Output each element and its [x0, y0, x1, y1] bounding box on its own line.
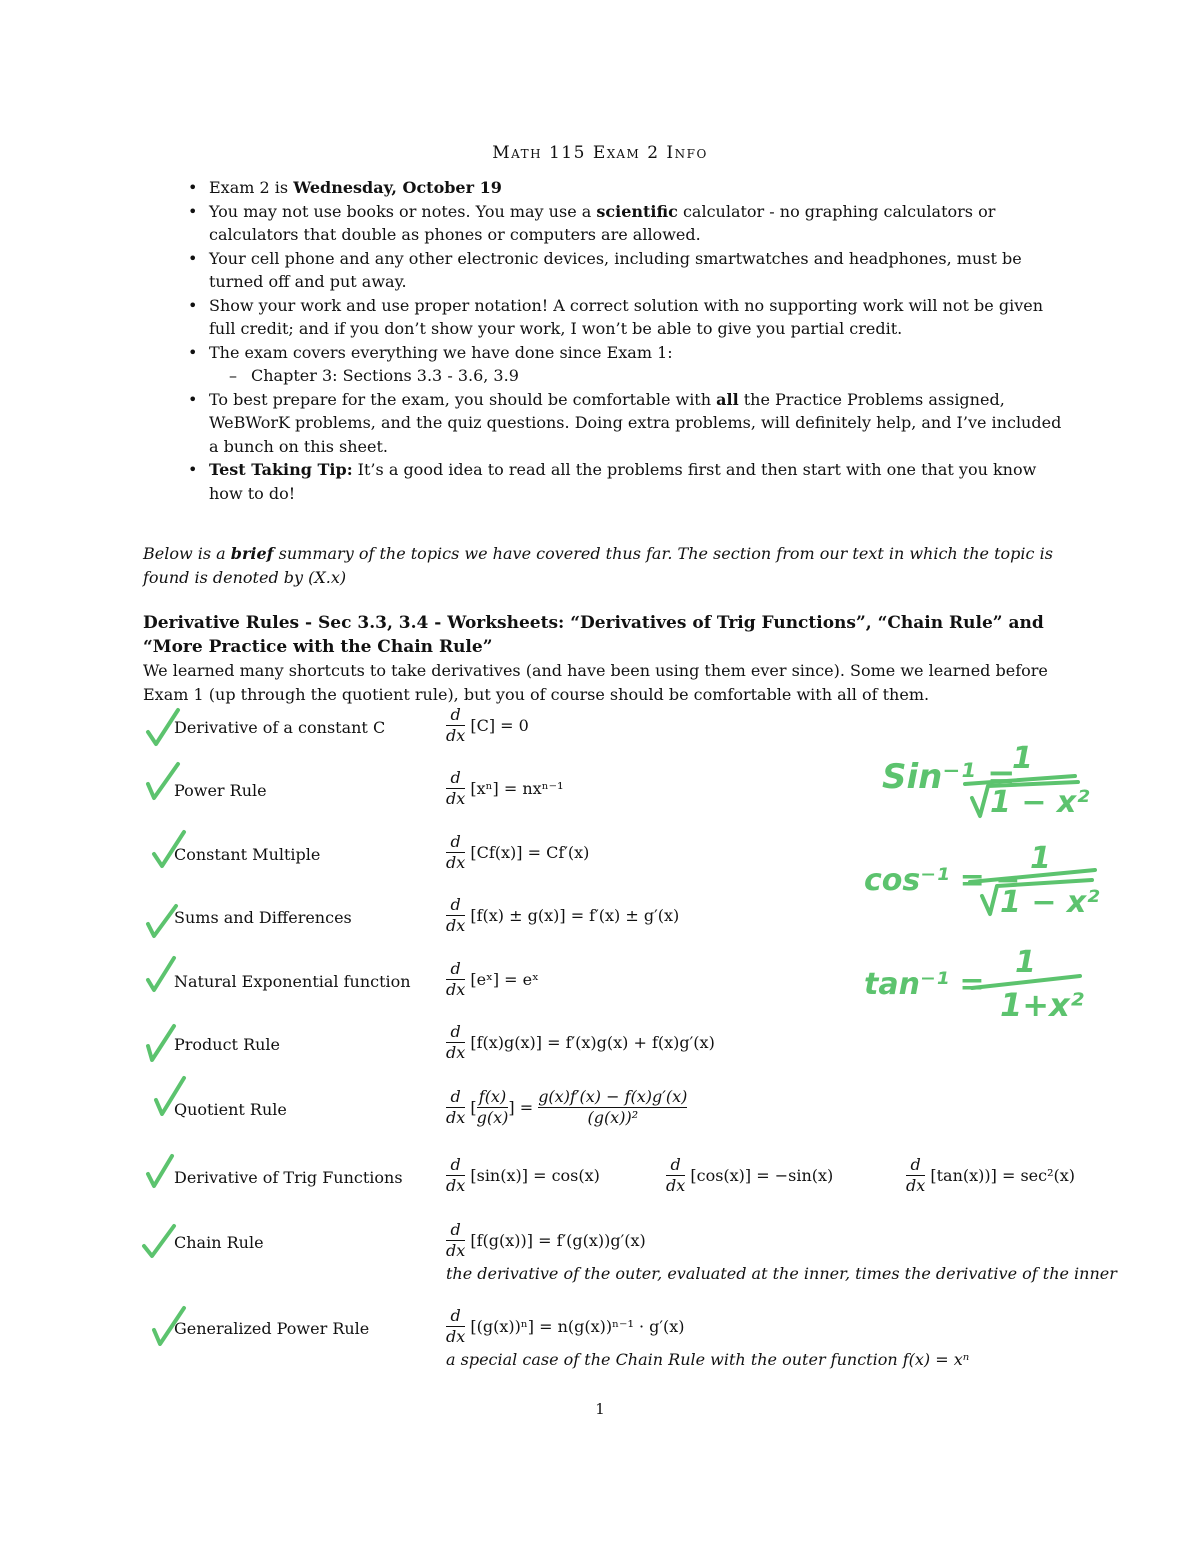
rule-name-power: Power Rule [174, 781, 267, 800]
quotient-inner: $\frac{f(x)}{g(x)}$ [476, 1087, 509, 1127]
d-dx: $\frac{d}{dx}$ [446, 1306, 466, 1346]
section-paragraph: We learned many shortcuts to take derivatives (and have been using them ever since). Some we learned before Exam 1 (up through the quotient rule), but you of course should be comfortable with all of them. [143, 661, 1048, 704]
generalized-power-note: a special case of the Chain Rule with the outer function f(x) = xⁿ [446, 1350, 970, 1369]
d-dx: $\frac{d}{dx}$ [446, 705, 466, 745]
hw-sin-lhs: Sin⁻¹ = [882, 757, 1016, 797]
sub-list-item: – Chapter 3: Sections 3.3 - 3.6, 3.9 [229, 364, 1063, 388]
rule-name-sums: Sums and Differences [174, 908, 352, 927]
page-number: 1 [595, 1400, 605, 1418]
formula-natural-exp: $\frac{d}{dx}$ [eˣ] = eˣ [446, 959, 539, 999]
formula-constant-multiple: $\frac{d}{dx}$ [Cf(x)] = Cf′(x) [446, 832, 590, 872]
formula-power: $\frac{d}{dx}$ [xⁿ] = nxⁿ⁻¹ [446, 768, 564, 808]
rule-name-product: Product Rule [174, 1035, 281, 1054]
formula-sums: $\frac{d}{dx}$ [f(x) ± g(x)] = f′(x) ± g′(x) [446, 895, 680, 935]
list-item: • Your cell phone and any other electronic devices, including smartwatches and headphones, must be turned off and put away. [188, 247, 1063, 294]
formula-quotient: $\frac{d}{dx}$ [ $\frac{f(x)}{g(x)}$ ] = $\frac{g(x)f'(x) - f(x)g'(x)}{\text{(g(x))²}}$ [446, 1087, 688, 1127]
rule-name-constant-multiple: Constant Multiple [174, 845, 321, 864]
section-heading: Derivative Rules - Sec 3.3, 3.4 - Worksheets: “Derivatives of Trig Functions”, “Chain Rule” and “More Practice with the Chain Rule” [143, 613, 1044, 657]
rule-name-trig: Derivative of Trig Functions [174, 1168, 403, 1187]
list-item: • To best prepare for the exam, you should be comfortable with all the Practice Problems assigned, WeBWorK problems, and the quiz questions. Doing extra problems, will definitely help, and I’ve included a bunch on this sheet. [188, 388, 1063, 459]
d-dx: $\frac{d}{dx}$ [446, 1220, 466, 1260]
hw-cos-den: 1 − x² [1000, 885, 1100, 920]
d-dx: $\frac{d}{dx}$ [446, 1087, 466, 1127]
d-dx: $\frac{d}{dx}$ [446, 768, 466, 808]
hw-cos-lhs: cos⁻¹ = − [864, 863, 1021, 898]
formula-trig-tan: $\frac{d}{dx}$ [tan(x))] = sec²(x) [906, 1155, 1076, 1195]
list-item: • Exam 2 is Wednesday, October 19 [188, 176, 1063, 200]
list-item: • The exam covers everything we have done since Exam 1: – Chapter 3: Sections 3.3 - 3.6, 3.9 [188, 341, 1063, 388]
chain-rule-note: the derivative of the outer, evaluated at the inner, times the derivative of the inner [446, 1264, 1117, 1283]
formula-generalized-power: $\frac{d}{dx}$ [(g(x))ⁿ] = n(g(x))ⁿ⁻¹ · g′(x) [446, 1306, 685, 1346]
d-dx: $\frac{d}{dx}$ [446, 1155, 466, 1195]
formula-trig-sin: $\frac{d}{dx}$ [sin(x)] = cos(x) [446, 1155, 600, 1195]
rule-name-natural-exp: Natural Exponential function [174, 972, 411, 991]
quotient-rhs: $\frac{g(x)f'(x) - f(x)g'(x)}{\text{(g(x))²}}$ [538, 1087, 688, 1127]
rule-name-quotient: Quotient Rule [174, 1100, 287, 1119]
rule-name-constant: Derivative of a constant C [174, 718, 386, 737]
formula-constant: $\frac{d}{dx}$ [C] = 0 [446, 705, 529, 745]
d-dx: $\frac{d}{dx}$ [666, 1155, 686, 1195]
d-dx: $\frac{d}{dx}$ [446, 832, 466, 872]
summary-intro: Below is a brief summary of the topics we have covered thus far. The section from our text in which the topic is found is denoted by (X.x) [143, 544, 1053, 587]
rule-name-chain: Chain Rule [174, 1233, 264, 1252]
list-item: • You may not use books or notes. You may use a scientific calculator - no graphing calculators or calculators that double as phones or computers are allowed. [188, 200, 1063, 247]
d-dx: $\frac{d}{dx}$ [446, 895, 466, 935]
hw-tan-den: 1+x² [1000, 986, 1084, 1024]
list-item: • Test Taking Tip: It’s a good idea to read all the problems first and then start with one that you know how to do! [188, 458, 1063, 505]
formula-product: $\frac{d}{dx}$ [f(x)g(x)] = f′(x)g(x) + f(x)g′(x) [446, 1022, 715, 1062]
formula-chain: $\frac{d}{dx}$ [f(g(x))] = f′(g(x))g′(x) [446, 1220, 646, 1260]
sub-list [209, 364, 1063, 388]
info-bullets [188, 176, 1063, 505]
d-dx: $\frac{d}{dx}$ [446, 1022, 466, 1062]
hw-cos-num: 1 [1030, 841, 1051, 876]
formula-trig-cos: $\frac{d}{dx}$ [cos(x)] = −sin(x) [666, 1155, 834, 1195]
rule-name-generalized-power: Generalized Power Rule [174, 1319, 370, 1338]
d-dx: $\frac{d}{dx}$ [446, 959, 466, 999]
hw-sin-den: 1 − x² [990, 785, 1090, 820]
hw-tan-num: 1 [1015, 945, 1036, 980]
hw-tan-lhs: tan⁻¹ = [864, 967, 985, 1002]
d-dx: $\frac{d}{dx}$ [906, 1155, 926, 1195]
list-item: • Show your work and use proper notation! A correct solution with no supporting work will not be given full credit; and if you don’t show your work, I won’t be able to give you partial credit. [188, 294, 1063, 341]
handwritten-inverse-trig-notes [860, 740, 1100, 1070]
page-title: Math 115 Exam 2 Info [492, 143, 708, 163]
hw-sin-num: 1 [1012, 741, 1033, 776]
